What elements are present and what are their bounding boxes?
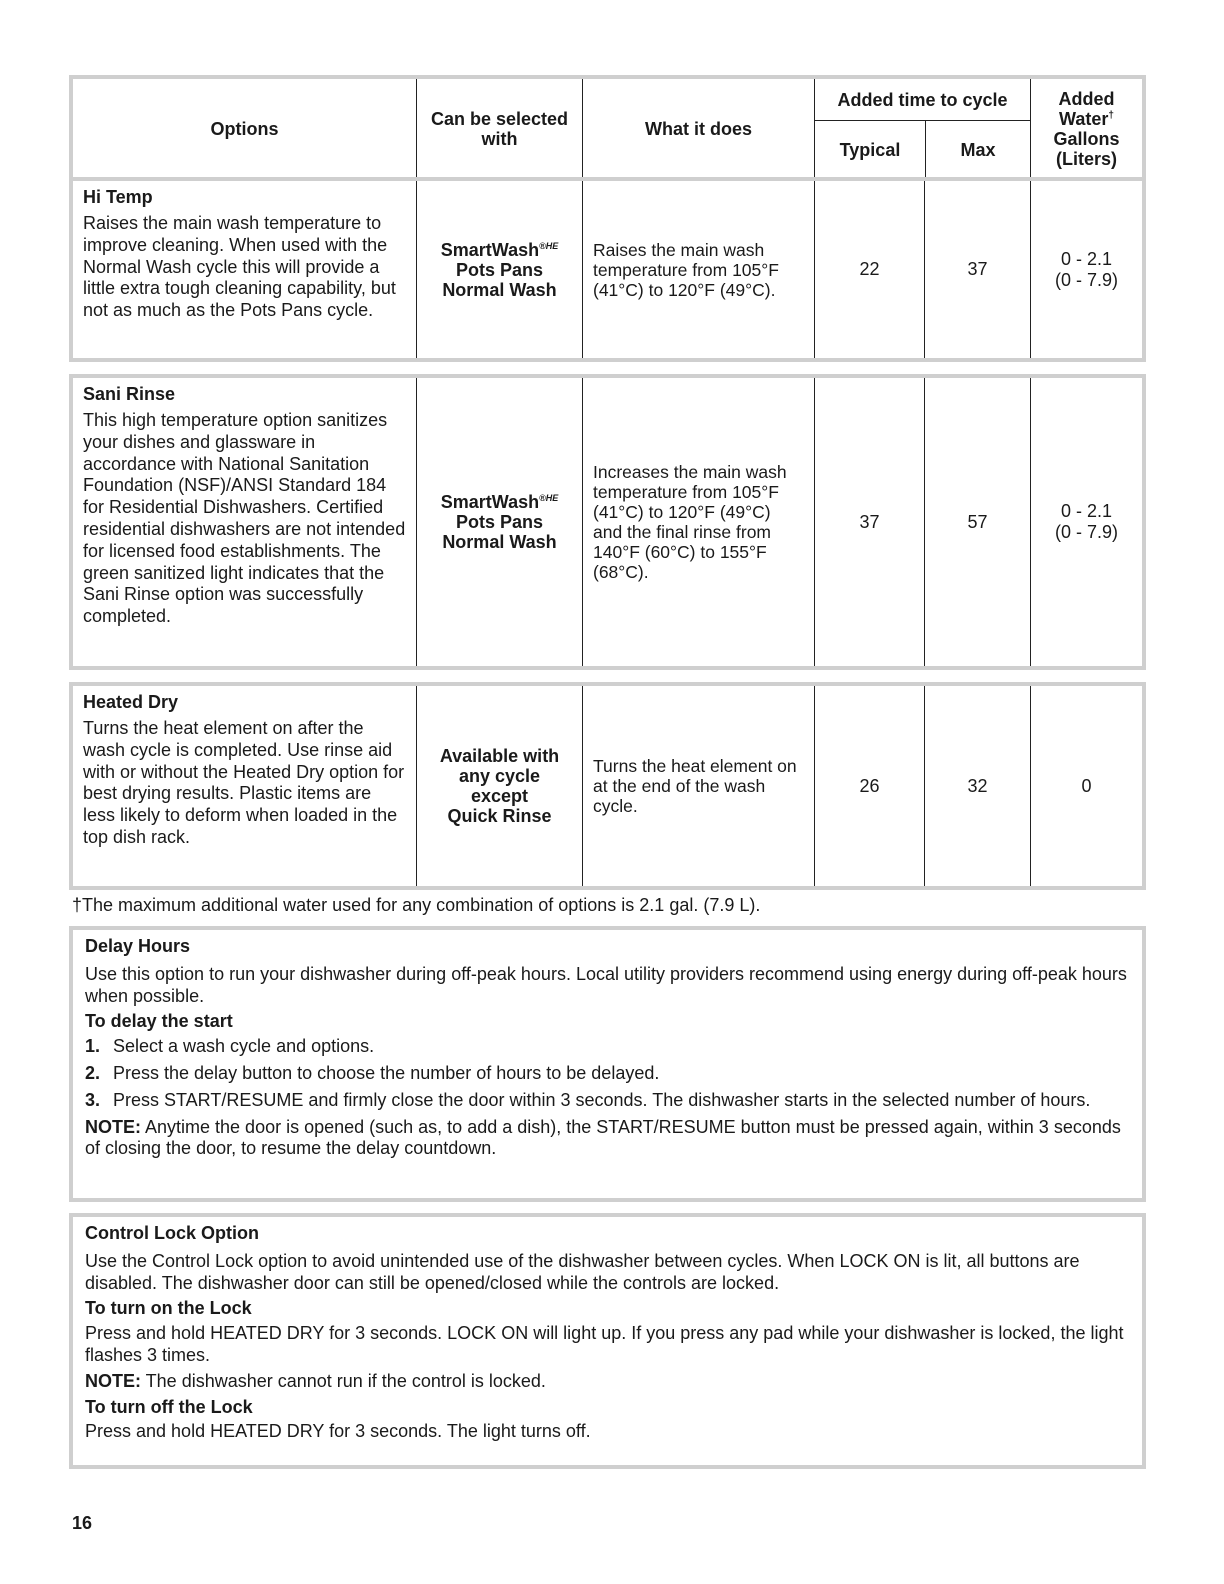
lock-on-subtitle: To turn on the Lock [85, 1298, 252, 1319]
selected-with [416, 686, 582, 886]
table-row-hi-temp [69, 177, 1146, 362]
typical-time: 37 [814, 378, 924, 666]
he-mark: ®HE [539, 493, 559, 503]
lock-on-text: Press and hold HEATED DRY for 3 seconds. LOCK ON will light up. If you press any pad while your dishwasher is locked, the light flashes 3 times. [85, 1323, 1124, 1365]
selected-any-cycle: any cycle [458, 766, 541, 786]
option-description: Raises the main wash temperature to improve cleaning. When used with the Normal Wash cycle this will provide a little extra tough cleaning capability, but not as much as the Pots Pans cycle. [83, 213, 396, 321]
selected-with [416, 181, 582, 358]
step-text: Select a wash cycle and options. [113, 1036, 375, 1057]
header-added-time-label: Added time to cycle [815, 79, 1030, 121]
table-row-sani-rinse [69, 374, 1146, 670]
water-gallons: 0 - 2.1 [1060, 501, 1113, 521]
what-it-does: Increases the main wash temperature from 105°F (41°C) to 120°F (49°C) and the final rinse from 140°F (60°C) to 155°F (68°C). [582, 378, 814, 666]
selected-pots-pans: Pots Pans [455, 259, 544, 280]
selected-with [416, 378, 582, 666]
option-title: Sani Rinse [83, 384, 176, 404]
option-title: Heated Dry [83, 692, 179, 712]
header-added-water-line2: Water [1059, 109, 1109, 129]
selected-pots-pans: Pots Pans [455, 512, 544, 532]
list-item [85, 1036, 1130, 1058]
he-mark: ®HE [539, 240, 559, 251]
header-added-water [1030, 79, 1142, 179]
max-time: 32 [924, 686, 1030, 886]
note-text: Anytime the door is opened (such as, to add a dish), the START/RESUME button must be pressed again, within 3 seconds of closing the door, to resume the delay countdown. [85, 1116, 1121, 1159]
step-number: 2. [85, 1062, 101, 1083]
option-description: This high temperature option sanitizes your dishes and glassware in accordance with National Sanitation Foundation (NSF)/ANSI Standard 184 for Residential Dishwashers. Certified residential dishwashers are not intended for licensed food establishments. The green sanitized light indicates that the Sani Rinse option was successfully completed. [83, 410, 406, 627]
header-added-time [814, 79, 1030, 179]
delay-hours-intro: Use this option to run your dishwasher during off-peak hours. Local utility providers recommend using energy during off-peak hours when possible. [85, 963, 1127, 1006]
water-liters: (0 - 7.9) [1054, 522, 1119, 542]
delay-steps [85, 1036, 1130, 1111]
header-what-it-does: What it does [582, 79, 814, 179]
delay-hours-section [69, 926, 1146, 1202]
selected-quick-rinse: Quick Rinse [447, 806, 552, 826]
what-it-does: Raises the main wash temperature from 105°F (41°C) to 120°F (49°C). [582, 181, 814, 358]
header-added-water-line1: Added [1058, 89, 1115, 109]
selected-available-with: Available with [439, 746, 560, 766]
selected-normal-wash: Normal Wash [442, 279, 557, 300]
table-row-heated-dry [69, 682, 1146, 890]
list-item [85, 1090, 1130, 1112]
header-max: Max [925, 121, 1030, 179]
option-description: Turns the heat element on after the wash cycle is completed. Use rinse aid with or without the Heated Dry option for best drying results. Plastic items are less likely to deform when loaded in the top dish rack. [83, 718, 405, 847]
header-dagger: † [1108, 110, 1114, 121]
page-number: 16 [72, 1513, 93, 1533]
header-selected-with: Can be selected with [416, 79, 582, 179]
max-time: 37 [924, 181, 1030, 358]
max-time: 57 [924, 378, 1030, 666]
delay-hours-title: Delay Hours [85, 936, 191, 956]
selected-smartwash: SmartWash [440, 492, 540, 512]
what-it-does: Turns the heat element on at the end of the wash cycle. [582, 686, 814, 886]
delay-start-subtitle: To delay the start [85, 1011, 233, 1032]
header-typical: Typical [839, 140, 901, 160]
water-liters: (0 - 7.9) [1054, 269, 1119, 290]
options-table-header [69, 75, 1146, 183]
selected-except: except [470, 786, 529, 806]
step-number: 1. [85, 1036, 101, 1057]
lock-off-subtitle: To turn off the Lock [85, 1396, 253, 1417]
selected-normal-wash: Normal Wash [442, 532, 557, 552]
note-text: The dishwasher cannot run if the control is locked. [141, 1370, 546, 1391]
added-water [1030, 181, 1142, 358]
water-gallons: 0 - 2.1 [1060, 248, 1113, 269]
typical-time: 26 [814, 686, 924, 886]
header-added-water-line4: (Liters) [1055, 149, 1117, 169]
lock-off-text: Press and hold HEATED DRY for 3 seconds. The light turns off. [85, 1421, 591, 1442]
typical-time: 22 [814, 181, 924, 358]
control-lock-title: Control Lock Option [85, 1223, 259, 1243]
added-water [1030, 378, 1142, 666]
control-lock-intro: Use the Control Lock option to avoid unintended use of the dishwasher between cycles. When LOCK ON is lit, all buttons are disabled. The dishwasher door can still be opened/closed while the controls are locked. [85, 1250, 1080, 1293]
step-text: Press the delay button to choose the number of hours to be delayed. [113, 1062, 660, 1083]
step-number: 3. [85, 1089, 101, 1110]
option-title: Hi Temp [83, 187, 153, 207]
header-added-water-line3: Gallons [1053, 129, 1120, 149]
lock-note [85, 1371, 1130, 1393]
selected-smartwash: SmartWash [440, 239, 540, 260]
note-label: NOTE: [85, 1370, 141, 1391]
delay-note [85, 1117, 1130, 1161]
list-item [85, 1063, 1130, 1085]
step-text: Press START/RESUME and firmly close the door within 3 seconds. The dishwasher starts in the selected number of hours. [113, 1089, 1091, 1110]
note-label: NOTE: [85, 1116, 141, 1137]
control-lock-section [69, 1213, 1146, 1469]
water-footnote: †The maximum additional water used for any combination of options is 2.1 gal. (7.9 L). [72, 895, 761, 915]
header-options: Options [210, 119, 279, 139]
added-water: 0 [1030, 686, 1142, 886]
